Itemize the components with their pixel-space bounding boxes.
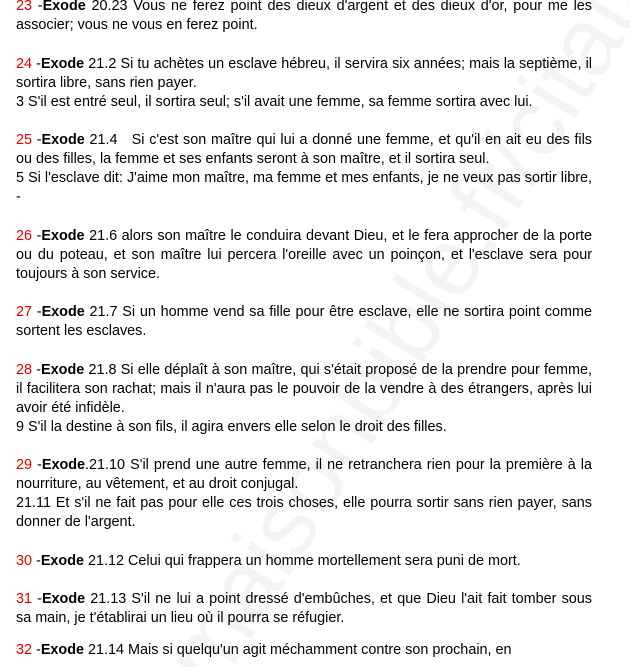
- verse-text: 28 -Exode 21.8 Si elle déplaît à son maître, qui s'était proposé de la prendre pour femme, il facilitera son rachat; mais il n'aura pas le pouvoir de la vendre à des étrangers, après lui avoir été infidèle.: [16, 361, 593, 416]
- verse-reference: 21.12: [84, 552, 125, 569]
- verse-text: 30 -Exode 21.12 Celui qui frappera un homme mortellement sera puni de mort.: [16, 552, 521, 569]
- verse-text: 25 -Exode 21.4 Si c'est son maître qui lui a donné une femme, et qu'il en ait eu des fils ou des filles, la femme et ses enfants seront à son maître, et il sortira seul.: [16, 132, 597, 167]
- verse-body: S'il ne lui a point dressé d'embûches, et que Dieu l'ait fait tomber sous sa main, je t'établirai un lieu où il pourra se réfugier.: [16, 591, 592, 626]
- entry-number: 30: [16, 552, 33, 569]
- verse-body: Si un homme vend sa fille pour être esclave, elle ne sortira point comme sortent les esclaves.: [16, 304, 592, 339]
- verse-entry-27: [16, 303, 592, 341]
- book-name: Exode: [40, 55, 85, 72]
- verse-body: Si elle déplaît à son maître, qui s'était proposé de la prendre pour femme, il facilitera son rachat; mais il n'aura pas le pouvoir de la vendre à des étrangers, après lui avoir été infidèle.: [16, 361, 593, 416]
- entry-number: 28: [16, 361, 33, 378]
- entry-number: 26: [16, 227, 33, 244]
- verse-continuation: 21.11 Et s'il ne fait pas pour elle ces trois choses, elle pourra sortir sans rien payer, sans donner de l'argent.: [16, 495, 592, 530]
- verse-entry-24: [16, 55, 592, 112]
- verse-reference: 21.13: [85, 591, 127, 607]
- verse-entry-25: [16, 131, 597, 207]
- book-name: Exode: [41, 304, 85, 320]
- book-name: Exode: [41, 361, 85, 378]
- verse-entry-28: [16, 361, 592, 437]
- verse-body: Vous ne ferez point des dieux d'argent et des dieux d'or, pour me les associer; vous ne vous en ferez point.: [16, 0, 593, 33]
- verse-reference: 21.6: [84, 227, 118, 244]
- entry-number: 25: [16, 132, 33, 148]
- verse-entry-31: [16, 590, 592, 628]
- verse-text: 24 -Exode 21.2 Si tu achètes un esclave hébreu, il servira six années; mais la septième, il sortira libre, sans rien payer.: [16, 55, 592, 91]
- verse-body: Si c'est son maître qui lui a donné une femme, et qu'il en ait eu des fils ou des filles, la femme et ses enfants seront à son maître, et il sortira seul.: [16, 132, 597, 167]
- book-name: Exode: [41, 591, 86, 607]
- verse-text: 23 -Exode 20.23 Vous ne ferez point des dieux d'argent et des dieux d'or, pour me les associer; vous ne vous en ferez point.: [16, 0, 593, 33]
- verse-text: 27 -Exode 21.7 Si un homme vend sa fille pour être esclave, elle ne sortira point comme sortent les esclaves.: [16, 304, 592, 339]
- entry-number: 29: [16, 457, 33, 473]
- verse-text: 26 -Exode 21.6 alors son maître le conduira devant Dieu, et le fera approcher de la porte ou du poteau, et son maître lui percera l'oreille avec un poinçon, et l'esclave sera pour toujours à son service.: [16, 227, 592, 282]
- verse-text: 29 -Exode.21.10 S'il prend une autre femme, il ne retranchera rien pour la première à la nourriture, au vêtement, et au droit conjugal.: [16, 457, 592, 492]
- entry-number: 32: [16, 642, 33, 658]
- verse-continuation: 9 S'il la destine à son fils, il agira envers elle selon le droit des filles.: [16, 418, 447, 435]
- entry-number: 31: [16, 591, 33, 607]
- entry-number: 27: [16, 304, 33, 320]
- verse-reference: 21.4: [84, 132, 118, 148]
- verse-reference: 21.7: [84, 304, 118, 320]
- book-name: Exode: [40, 642, 84, 658]
- verse-continuation: 3 S'il est entré seul, il sortira seul; s'il avait une femme, sa femme sortira avec lui.: [16, 93, 533, 110]
- verse-entry-30: [16, 552, 592, 571]
- verse-entry-32: 32 -Exode 21.14 Mais si quelqu'un agit méchamment contre son prochain, en: [16, 642, 512, 658]
- verse-body: Celui qui frappera un homme mortellement sera puni de mort.: [124, 552, 521, 569]
- verse-entry-23: [16, 0, 592, 35]
- book-name: Exode: [41, 457, 86, 473]
- book-name: Exode: [40, 552, 84, 569]
- verse-continuation: 5 Si l'esclave dit: J'aime mon maître, ma femme et mes enfants, je ne veux pas sortir libre, -: [16, 170, 592, 205]
- verse-entry-29: [16, 456, 592, 532]
- verse-reference: 21.2: [84, 55, 117, 72]
- verse-body: Mais si quelqu'un agit méchamment contre son prochain, en: [124, 642, 512, 658]
- entry-number: 24: [16, 55, 33, 72]
- verse-reference: 21.14: [84, 642, 125, 658]
- book-name: Exode: [41, 227, 85, 244]
- verse-reference: .21.10: [85, 457, 126, 473]
- verse-body: alors son maître le conduira devant Dieu, et le fera approcher de la porte ou du poteau, et son maître lui percera l'oreille avec un poinçon, et l'esclave sera pour toujours à son service.: [16, 227, 592, 282]
- verse-list: [16, 0, 597, 648]
- verse-reference: 21.8: [84, 361, 117, 378]
- verse-text: 31 -Exode 21.13 S'il ne lui a point dressé d'embûches, et que Dieu l'ait fait tomber sous sa main, je t'établirai un lieu où il pourra se réfugier.: [16, 591, 592, 626]
- entry-number: 23: [16, 0, 33, 14]
- book-name: Exode: [42, 0, 86, 14]
- verse-body: S'il prend une autre femme, il ne retranchera rien pour la première à la nourriture, au vêtement, et au droit conjugal.: [16, 457, 592, 492]
- verse-reference: 20.23: [85, 0, 128, 14]
- verse-entry-26: [16, 227, 592, 284]
- book-name: Exode: [41, 132, 85, 148]
- verse-body: Si tu achètes un esclave hébreu, il servira six années; mais la septième, il sortira libre, sans rien payer.: [16, 55, 592, 91]
